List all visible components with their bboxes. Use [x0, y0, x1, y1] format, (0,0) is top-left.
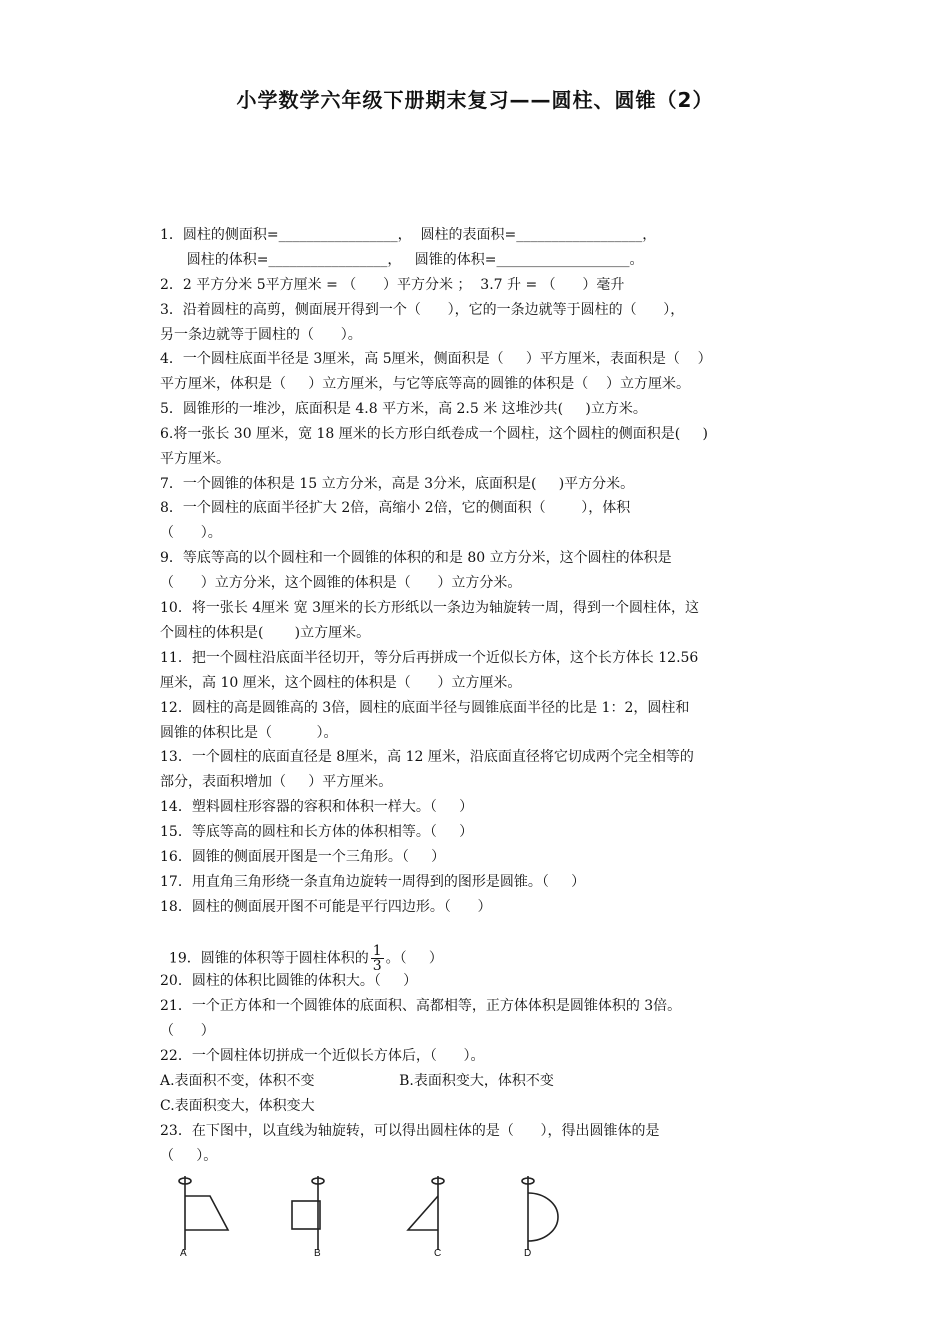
question-line: 3．沿着圆柱的高剪，侧面展开得到一个（ ），它的一条边就等于圆柱的（ ）， — [160, 302, 685, 318]
question-line: A.表面积不变，体积不变 B.表面积变大，体积不变 — [160, 1073, 554, 1089]
question-line: 13．一个圆柱的底面直径是 8厘米，高 12 厘米，沿底面直径将它切成两个完全相等的 — [160, 749, 694, 765]
question-line: 23．在下图中，以直线为轴旋转，可以得出圆柱体的是（ ），得出圆锥体的是 — [160, 1123, 660, 1139]
question-line: 部分，表面积增加（ ）平方厘米。 — [160, 774, 393, 790]
figure-label-b: B — [314, 1248, 321, 1259]
fraction-numerator: 1 — [372, 943, 382, 959]
question-line: C.表面积变大，体积变大 — [160, 1098, 315, 1114]
question-line: 12．圆柱的高是圆锥高的 3倍，圆柱的底面半径与圆锥底面半径的比是 1：2，圆柱和 — [160, 700, 690, 716]
question-line: 14．塑料圆柱形容器的容积和体积一样大。（ ） — [160, 799, 474, 815]
question-line: （ ）立方分米，这个圆锥的体积是（ ）立方分米。 — [160, 575, 522, 591]
figure-label-a: A — [180, 1248, 187, 1259]
figure-label-c: C — [434, 1248, 442, 1259]
question-line: 9．等底等高的以个圆柱和一个圆锥的体积的和是 80 立方分米，这个圆柱的体积是 — [160, 550, 672, 566]
question-line: 圆锥的体积比是（ ）。 — [160, 725, 338, 741]
fraction-denominator: 3 — [372, 958, 382, 974]
rotation-figures — [160, 1168, 620, 1268]
question-line: 个圆柱的体积是( )立方厘米。 — [160, 625, 371, 641]
question-line: 11．把一个圆柱沿底面半径切开，等分后再拼成一个近似长方体，这个长方体长 12.56 — [160, 650, 699, 666]
question-line: 22．一个圆柱体切拼成一个近似长方体后，（ ）。 — [160, 1048, 485, 1064]
question-line: 7．一个圆锥的体积是 15 立方分米，高是 3分米，底面积是( )平方分米。 — [160, 476, 635, 492]
figure-a-trapezoid — [179, 1176, 228, 1250]
page-title: 小学数学六年级下册期末复习——圆柱、圆锥（2） — [236, 88, 714, 112]
question-19 — [160, 926, 443, 973]
question-line: 15．等底等高的圆柱和长方体的体积相等。（ ） — [160, 824, 474, 840]
question-line: （ ） — [160, 1023, 215, 1039]
question-line: 8．一个圆柱的底面半径扩大 2倍，高缩小 2倍，它的侧面积（ ），体积 — [160, 500, 631, 516]
question-line: 2．2 平方分米 5平方厘米 = （ ）平方分米 ； 3.7 升 = （ ）毫升 — [160, 277, 625, 293]
q19-blank: 。（ ） — [385, 950, 443, 967]
question-line: 平方厘米，体积是（ ）立方厘米，与它等底等高的圆锥的体积是（ ）立方厘米。 — [160, 376, 691, 392]
question-line: 平方厘米。 — [160, 451, 230, 467]
question-line: （ ）。 — [160, 525, 222, 541]
fraction-one-third — [371, 944, 384, 973]
question-line: 另一条边就等于圆柱的（ ）。 — [160, 327, 362, 343]
figures-svg — [160, 1168, 620, 1268]
question-line: （ ）。 — [160, 1148, 218, 1164]
question-line: 1．圆柱的侧面积=_________________， 圆柱的表面积=__________________， — [160, 227, 657, 243]
figure-label-d: D — [524, 1248, 532, 1259]
question-line: 18．圆柱的侧面展开图不可能是平行四边形。（ ） — [160, 899, 492, 915]
question-line: 16．圆锥的侧面展开图是一个三角形。（ ） — [160, 849, 446, 865]
question-line: 5．圆锥形的一堆沙，底面积是 4.8 平方米，高 2.5 米 这堆沙共( )立方米。 — [160, 401, 647, 417]
question-line: 4．一个圆柱底面半径是 3厘米，高 5厘米，侧面积是（ ）平方厘米，表面积是（ ） — [160, 351, 712, 367]
question-line: 21．一个正方体和一个圆锥体的底面积、高都相等，正方体体积是圆锥体积的 3倍。 — [160, 998, 682, 1014]
question-line: 圆柱的体积=_________________， 圆锥的体积=___________________。 — [160, 252, 644, 268]
figure-d-semicircle — [522, 1176, 558, 1250]
question-line: 20．圆柱的体积比圆锥的体积大。（ ） — [160, 973, 418, 989]
figure-b-square — [292, 1176, 324, 1250]
question-line: 厘米，高 10 厘米，这个圆柱的体积是（ ）立方厘米。 — [160, 675, 522, 691]
question-line: 10．将一张长 4厘米 宽 3厘米的长方形纸以一条边为轴旋转一周，得到一个圆柱体，这 — [160, 600, 699, 616]
question-line: 6.将一张长 30 厘米，宽 18 厘米的长方形白纸卷成一个圆柱，这个圆柱的侧面积是( ) — [160, 426, 708, 442]
question-line: 17．用直角三角形绕一条直角边旋转一周得到的图形是圆锥。（ ） — [160, 874, 586, 890]
q19-text: 19．圆锥的体积等于圆柱体积的 — [168, 950, 369, 967]
figure-c-triangle — [408, 1176, 444, 1250]
